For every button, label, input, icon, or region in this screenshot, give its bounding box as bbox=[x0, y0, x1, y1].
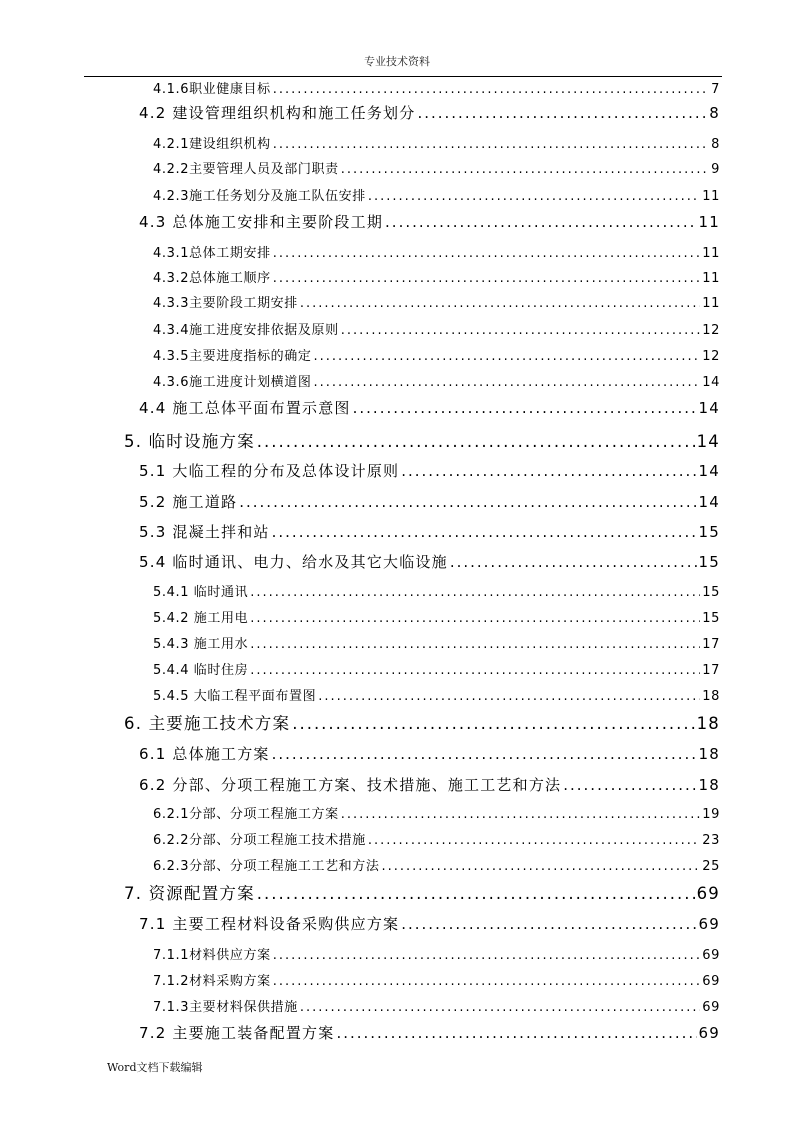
toc-entry-page: 15 bbox=[698, 553, 720, 571]
toc-entry[interactable] bbox=[153, 292, 720, 311]
toc-entry[interactable] bbox=[153, 133, 720, 152]
toc-entry-page: 15 bbox=[698, 523, 720, 541]
toc-entry[interactable] bbox=[153, 319, 720, 338]
toc-entry-title: 5.1 大临工程的分布及总体设计原则 bbox=[139, 462, 400, 480]
toc-entry-page: 69 bbox=[698, 1024, 720, 1042]
toc-dot-leader bbox=[341, 323, 701, 338]
toc-dot-leader bbox=[313, 375, 700, 390]
toc-entry-title: 4.3.2总体施工顺序 bbox=[153, 271, 271, 286]
toc-entry[interactable] bbox=[153, 242, 720, 261]
toc-dot-leader bbox=[250, 585, 700, 600]
toc-entry[interactable] bbox=[139, 551, 720, 572]
toc-entry[interactable] bbox=[153, 185, 720, 204]
toc-entry-page: 19 bbox=[702, 807, 720, 822]
toc-dot-leader bbox=[272, 745, 697, 763]
toc-entry-page: 11 bbox=[698, 213, 720, 231]
toc-entry-page: 25 bbox=[702, 859, 720, 874]
page-footer: Word文档下载编辑 bbox=[107, 1061, 203, 1074]
toc-entry-page: 7 bbox=[711, 82, 720, 97]
toc-entry-page: 69 bbox=[696, 884, 720, 903]
toc-entry[interactable] bbox=[139, 211, 720, 232]
toc-entry[interactable] bbox=[153, 78, 720, 97]
toc-dot-leader bbox=[239, 493, 696, 511]
toc-dot-leader bbox=[563, 776, 696, 794]
toc-entry[interactable] bbox=[124, 428, 720, 452]
toc-entry[interactable] bbox=[139, 491, 720, 512]
toc-dot-leader bbox=[318, 689, 700, 704]
toc-entry-title: 5.4.5 大临工程平面布置图 bbox=[153, 689, 317, 704]
toc-entry-title: 5.2 施工道路 bbox=[139, 493, 238, 511]
toc-entry[interactable] bbox=[124, 710, 720, 734]
toc-entry[interactable] bbox=[153, 371, 720, 390]
toc-entry-page: 11 bbox=[702, 246, 720, 261]
toc-entry-title: 4.3.5主要进度指标的确定 bbox=[153, 349, 312, 364]
toc-entry-title: 5.4.1 临时通讯 bbox=[153, 585, 249, 600]
toc-entry[interactable] bbox=[139, 743, 720, 764]
toc-entry-page: 9 bbox=[711, 162, 720, 177]
toc-dot-leader bbox=[401, 462, 696, 480]
toc-entry-page: 8 bbox=[709, 104, 720, 122]
toc-dot-leader bbox=[401, 915, 696, 933]
toc-dot-leader bbox=[368, 833, 700, 848]
toc-dot-leader bbox=[313, 349, 700, 364]
toc-dot-leader bbox=[381, 859, 700, 874]
toc-dot-leader bbox=[336, 1024, 696, 1042]
header-rule bbox=[84, 76, 722, 77]
toc-entry[interactable] bbox=[153, 970, 720, 989]
toc-entry-title: 5. 临时设施方案 bbox=[124, 432, 255, 451]
toc-entry-page: 12 bbox=[702, 323, 720, 338]
toc-entry-page: 11 bbox=[702, 189, 720, 204]
toc-entry[interactable] bbox=[139, 102, 720, 123]
toc-dot-leader bbox=[273, 137, 709, 152]
toc-entry-title: 4.1.6职业健康目标 bbox=[153, 82, 271, 97]
toc-entry-title: 4.3.4施工进度安排依据及原则 bbox=[153, 323, 339, 338]
toc-entry-page: 8 bbox=[711, 137, 720, 152]
toc-entry[interactable] bbox=[153, 855, 720, 874]
toc-entry-title: 5.4.3 施工用水 bbox=[153, 637, 249, 652]
toc-entry[interactable] bbox=[139, 460, 720, 481]
toc-dot-leader bbox=[257, 432, 695, 451]
toc-entry-page: 18 bbox=[702, 689, 720, 704]
toc-entry-title: 4.3.6施工进度计划横道图 bbox=[153, 375, 312, 390]
toc-entry-page: 14 bbox=[696, 432, 720, 451]
toc-entry-page: 12 bbox=[702, 349, 720, 364]
toc-entry-page: 69 bbox=[702, 948, 720, 963]
toc-dot-leader bbox=[273, 82, 709, 97]
toc-entry-title: 4.2 建设管理组织机构和施工任务划分 bbox=[139, 104, 416, 122]
toc-entry[interactable] bbox=[139, 521, 720, 542]
toc-entry-title: 7.1.1材料供应方案 bbox=[153, 948, 271, 963]
toc-entry-page: 15 bbox=[702, 611, 720, 626]
toc-entry[interactable] bbox=[153, 803, 720, 822]
toc-entry-title: 4.2.1建设组织机构 bbox=[153, 137, 271, 152]
toc-entry-page: 17 bbox=[702, 637, 720, 652]
toc-entry-title: 6.2.1分部、分项工程施工方案 bbox=[153, 807, 339, 822]
toc-entry-title: 7.1.3主要材料保供措施 bbox=[153, 1000, 298, 1015]
toc-entry-page: 18 bbox=[698, 776, 720, 794]
toc-entry-title: 7.2 主要施工装备配置方案 bbox=[139, 1024, 335, 1042]
toc-entry-title: 7.1.2材料采购方案 bbox=[153, 974, 271, 989]
toc-entry[interactable] bbox=[153, 944, 720, 963]
toc-entry-title: 7. 资源配置方案 bbox=[124, 884, 255, 903]
toc-dot-leader bbox=[272, 523, 697, 541]
toc-entry[interactable] bbox=[139, 774, 720, 795]
toc-dot-leader bbox=[292, 714, 694, 733]
toc-entry-title: 4.3 总体施工安排和主要阶段工期 bbox=[139, 213, 384, 231]
toc-entry[interactable] bbox=[153, 581, 720, 600]
toc-dot-leader bbox=[341, 807, 701, 822]
toc-dot-leader bbox=[273, 271, 701, 286]
toc-entry-title: 4.3.1总体工期安排 bbox=[153, 246, 271, 261]
toc-entry[interactable] bbox=[139, 913, 720, 934]
toc-dot-leader bbox=[341, 162, 709, 177]
toc-entry-title: 4.2.2主要管理人员及部门职责 bbox=[153, 162, 339, 177]
toc-entry-page: 14 bbox=[698, 462, 720, 480]
toc-entry[interactable] bbox=[153, 345, 720, 364]
toc-dot-leader bbox=[417, 104, 707, 122]
toc-entry-page: 14 bbox=[702, 375, 720, 390]
toc-entry[interactable] bbox=[153, 607, 720, 626]
toc-dot-leader bbox=[353, 399, 697, 417]
toc-entry-page: 23 bbox=[702, 833, 720, 848]
page-header: 专业技术资料 bbox=[364, 55, 430, 68]
toc-entry-title: 6.2 分部、分项工程施工方案、技术措施、施工工艺和方法 bbox=[139, 776, 562, 794]
toc-entry-title: 5.4 临时通讯、电力、给水及其它大临设施 bbox=[139, 553, 448, 571]
toc-entry-title: 4.3.3主要阶段工期安排 bbox=[153, 296, 298, 311]
toc-entry-page: 14 bbox=[698, 493, 720, 511]
toc-dot-leader bbox=[257, 884, 695, 903]
toc-entry[interactable] bbox=[153, 267, 720, 286]
toc-dot-leader bbox=[300, 296, 700, 311]
toc-entry-page: 69 bbox=[698, 915, 720, 933]
toc-entry-page: 69 bbox=[702, 1000, 720, 1015]
toc-entry-title: 6. 主要施工技术方案 bbox=[124, 714, 291, 733]
toc-dot-leader bbox=[273, 246, 701, 261]
toc-entry-page: 69 bbox=[702, 974, 720, 989]
toc-dot-leader bbox=[368, 189, 700, 204]
toc-entry-title: 4.4 施工总体平面布置示意图 bbox=[139, 399, 351, 417]
toc-entry-page: 14 bbox=[698, 399, 720, 417]
toc-entry-page: 18 bbox=[698, 745, 720, 763]
toc-entry[interactable] bbox=[153, 996, 720, 1015]
toc-dot-leader bbox=[250, 637, 700, 652]
toc-entry-title: 4.2.3施工任务划分及施工队伍安排 bbox=[153, 189, 366, 204]
toc-entry-title: 5.4.2 施工用电 bbox=[153, 611, 249, 626]
toc-entry[interactable] bbox=[153, 659, 720, 678]
toc-entry[interactable] bbox=[153, 829, 720, 848]
toc-entry[interactable] bbox=[153, 685, 720, 704]
toc-entry-title: 6.2.3分部、分项工程施工工艺和方法 bbox=[153, 859, 380, 874]
toc-dot-leader bbox=[250, 611, 700, 626]
toc-entry[interactable] bbox=[153, 633, 720, 652]
toc-dot-leader bbox=[273, 974, 701, 989]
toc-entry-title: 6.1 总体施工方案 bbox=[139, 745, 270, 763]
toc-entry-page: 11 bbox=[702, 296, 720, 311]
toc-entry-title: 7.1 主要工程材料设备采购供应方案 bbox=[139, 915, 400, 933]
toc-entry-title: 5.3 混凝土拌和站 bbox=[139, 523, 270, 541]
toc-entry-title: 6.2.2分部、分项工程施工技术措施 bbox=[153, 833, 366, 848]
toc-dot-leader bbox=[250, 663, 700, 678]
toc-dot-leader bbox=[300, 1000, 700, 1015]
toc-entry[interactable] bbox=[153, 158, 720, 177]
toc-entry-page: 15 bbox=[702, 585, 720, 600]
toc-dot-leader bbox=[450, 553, 697, 571]
toc-entry-page: 17 bbox=[702, 663, 720, 678]
toc-entry[interactable] bbox=[124, 880, 720, 904]
toc-entry-page: 18 bbox=[696, 714, 720, 733]
toc-dot-leader bbox=[273, 948, 701, 963]
toc-entry-page: 11 bbox=[702, 271, 720, 286]
toc-entry[interactable] bbox=[139, 397, 720, 418]
toc-entry-title: 5.4.4 临时住房 bbox=[153, 663, 249, 678]
toc-dot-leader bbox=[385, 213, 696, 231]
toc-entry[interactable] bbox=[139, 1022, 720, 1043]
